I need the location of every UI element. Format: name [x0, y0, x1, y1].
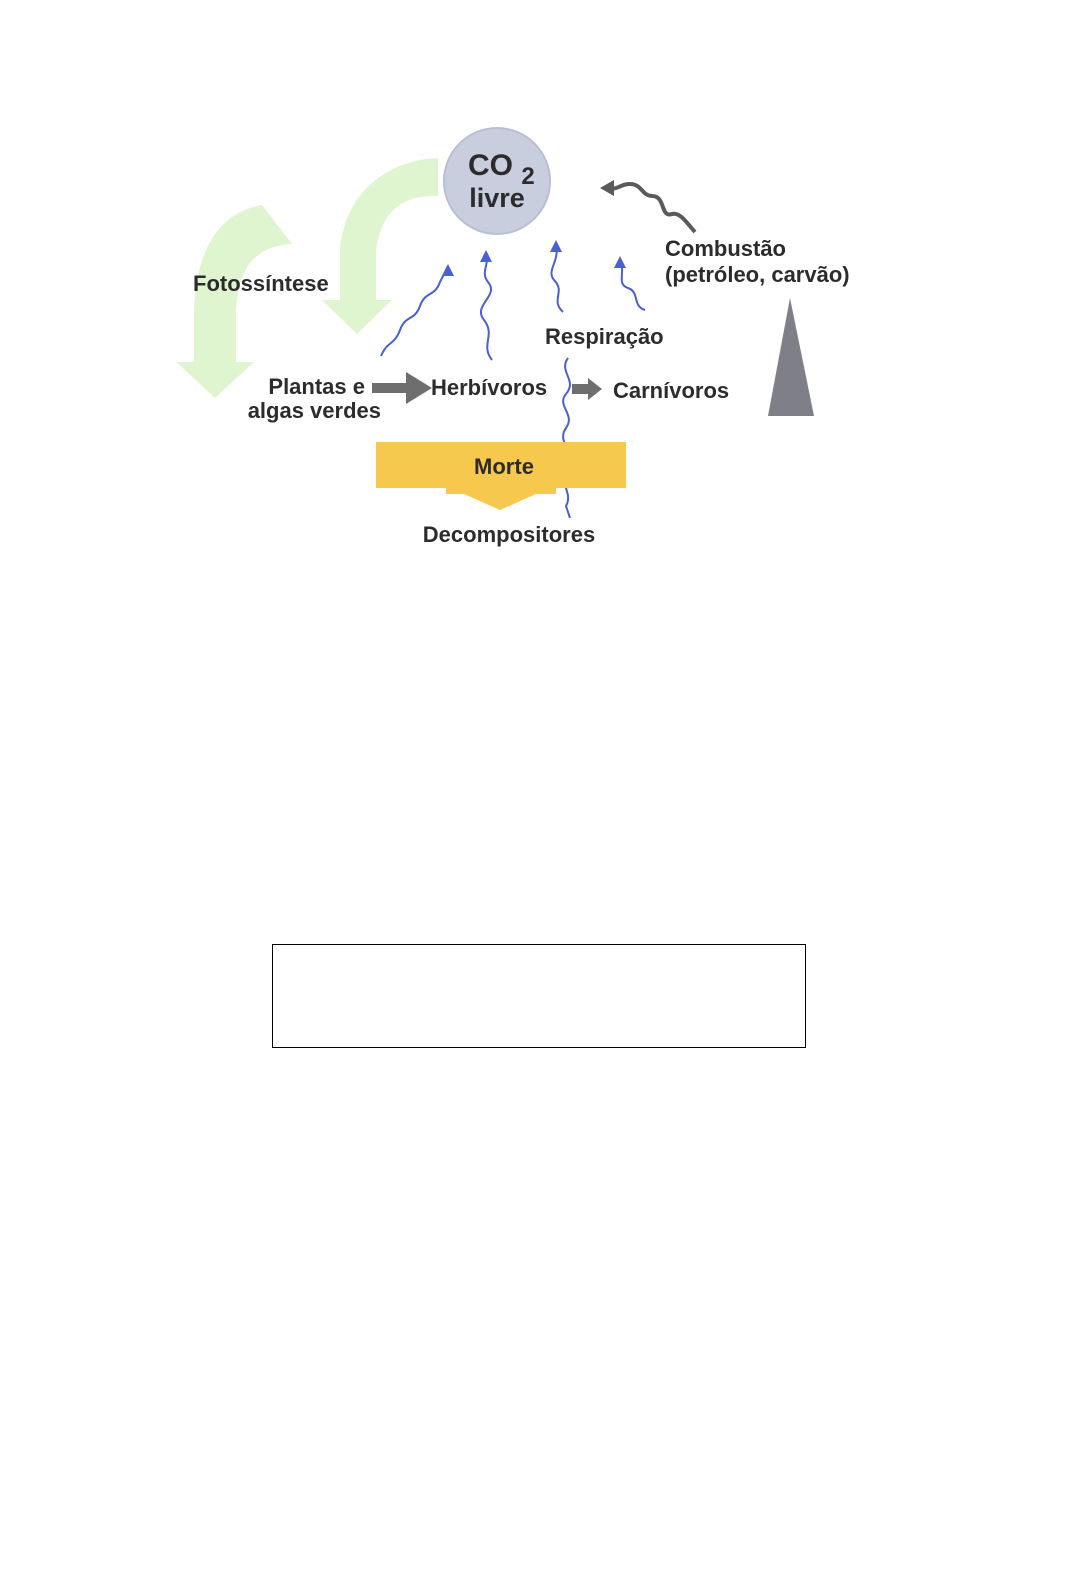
food-chain-arrow-icon — [372, 372, 432, 404]
death-label: Morte — [474, 454, 534, 479]
respiration-wave-icon — [481, 254, 492, 360]
decomposition-arrow-icon — [446, 488, 556, 510]
carnivores-label: Carnívoros — [613, 378, 730, 403]
chimney-icon — [768, 298, 814, 416]
respiration-wave-heads — [442, 240, 626, 276]
plants-label-line2: algas verdes — [247, 398, 381, 423]
co2-subscript: 2 — [521, 163, 535, 190]
respiration-wave-icon — [551, 244, 563, 312]
combustion-wave-icon — [610, 184, 695, 232]
respiration-label: Respiração — [545, 324, 664, 349]
photosynthesis-label: Fotossíntese — [193, 271, 329, 296]
co2-formula: CO — [468, 149, 513, 182]
respiration-wave-icon — [563, 358, 570, 518]
photosynthesis-arrow-icon — [176, 205, 292, 398]
combustion-wave — [600, 180, 695, 232]
herbivores-label: Herbívoros — [431, 375, 548, 400]
combustion-label-line2: (petróleo, carvão) — [665, 262, 850, 287]
carbon-cycle-diagram — [0, 0, 1076, 600]
respiration-wave-icon — [381, 266, 448, 356]
photosynthesis-arrow-icon — [322, 158, 438, 334]
co2-word: livre — [469, 183, 525, 213]
co2-node — [444, 128, 550, 234]
plants-label-line1: Plantas e — [268, 374, 365, 399]
food-chain-arrow-icon — [572, 378, 602, 400]
combustion-label-line1: Combustão — [665, 236, 786, 261]
decomposers-label: Decompositores — [422, 522, 596, 547]
answer-box[interactable] — [272, 944, 806, 1048]
